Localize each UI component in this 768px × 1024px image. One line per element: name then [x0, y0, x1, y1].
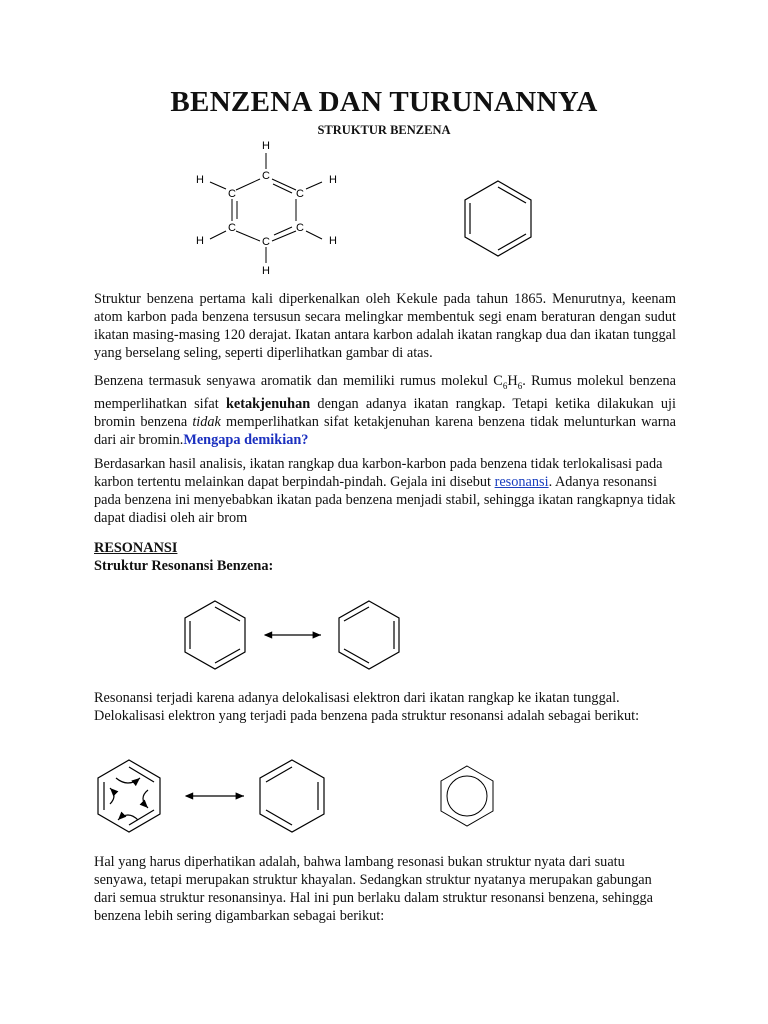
resonance-structures-diagram — [178, 595, 418, 675]
section-subtitle: STRUKTUR BENZENA — [317, 123, 451, 137]
kekule-structure-diagram — [180, 135, 360, 285]
kekule-atom-label: H — [262, 140, 270, 152]
kekule-atom-label: C — [228, 222, 236, 234]
resonansi-link[interactable]: resonansi — [494, 474, 549, 490]
section-heading-resonansi: RESONANSI — [94, 540, 178, 556]
kekule-atom-label: C — [296, 222, 304, 234]
paragraph-delocalization: Resonansi terjadi karena adanya delokalisasi elektron dari ikatan rangkap ke ikatan tunggal. Delokalisasi elektron yang terjadi pada benzena pada struktur resonansi adalah sebagai berikut: — [94, 690, 640, 724]
kekule-atom-label: H — [196, 174, 204, 186]
kekule-atom-label: C — [228, 188, 236, 200]
paragraph-aromatic: Benzena termasuk senyawa aromatik dan memiliki rumus molekul $C_6H_6$. Rumus molekul benzena memperlihatkan sifat ketakjenuhan dengan adanya ikatan rangkap. Tetapi ketika dilakukan uji bromin benzena tidak memperlihatkan sifat ketakjenuhan karena benzena tidak melunturkan warna dari air bromin.Mengapa demikian? — [94, 373, 677, 448]
kekule-atom-label: C — [262, 170, 270, 182]
kekule-atom-label: H — [262, 265, 270, 277]
kekule-atom-label: C — [296, 188, 304, 200]
paragraph-note: Hal yang harus diperhatikan adalah, bahwa lambang resonasi bukan struktur nyata dari suatu senyawa, tetapi merupakan struktur khayalan. Sedangkan struktur nyatanya merupakan gabungan dari semua struktur resonansinya. Hal ini pun berlaku dalam struktur resonansi benzena, sehingga benzena lebih sering digambarkan sebagai berikut: — [94, 854, 654, 924]
kekule-atom-label: C — [262, 236, 270, 248]
kekule-atom-label: H — [329, 235, 337, 247]
delocalization-diagram — [94, 758, 514, 838]
kekule-atom-label: H — [196, 235, 204, 247]
section-heading-struktur: Struktur Resonansi Benzena: — [94, 558, 274, 574]
question-link[interactable]: Mengapa demikian? — [183, 431, 309, 448]
paragraph-kekule: Struktur benzena pertama kali diperkenalkan oleh Kekule pada tahun 1865. Menurutnya, keenam atom karbon pada benzena tersusun secara melingkar membentuk segi enam beraturan dengan sudut ikatan masing-masing 120 derajat. Ikatan antara karbon adalah ikatan rangkap dua dan ikatan tunggal yang berselang seling, seperti diperlihatkan gambar di atas. — [94, 291, 676, 361]
paragraph-analysis: Berdasarkan hasil analisis, ikatan rangkap dua karbon-karbon pada benzena tidak terlokalisasi pada karbon tertentu melainkan dapat berpindah-pindah. Gejala ini disebut resonansi. Adanya resonansi pada benzena ini menyebabkan ikatan pada benzena menjadi stabil, sehingga ikatan rangkapnya tidak dapat diadisi oleh air brom — [94, 456, 676, 526]
page-title: BENZENA DAN TURUNANNYA — [170, 86, 598, 118]
kekule-atom-label: H — [329, 174, 337, 186]
benzene-skeletal-diagram — [455, 175, 545, 265]
